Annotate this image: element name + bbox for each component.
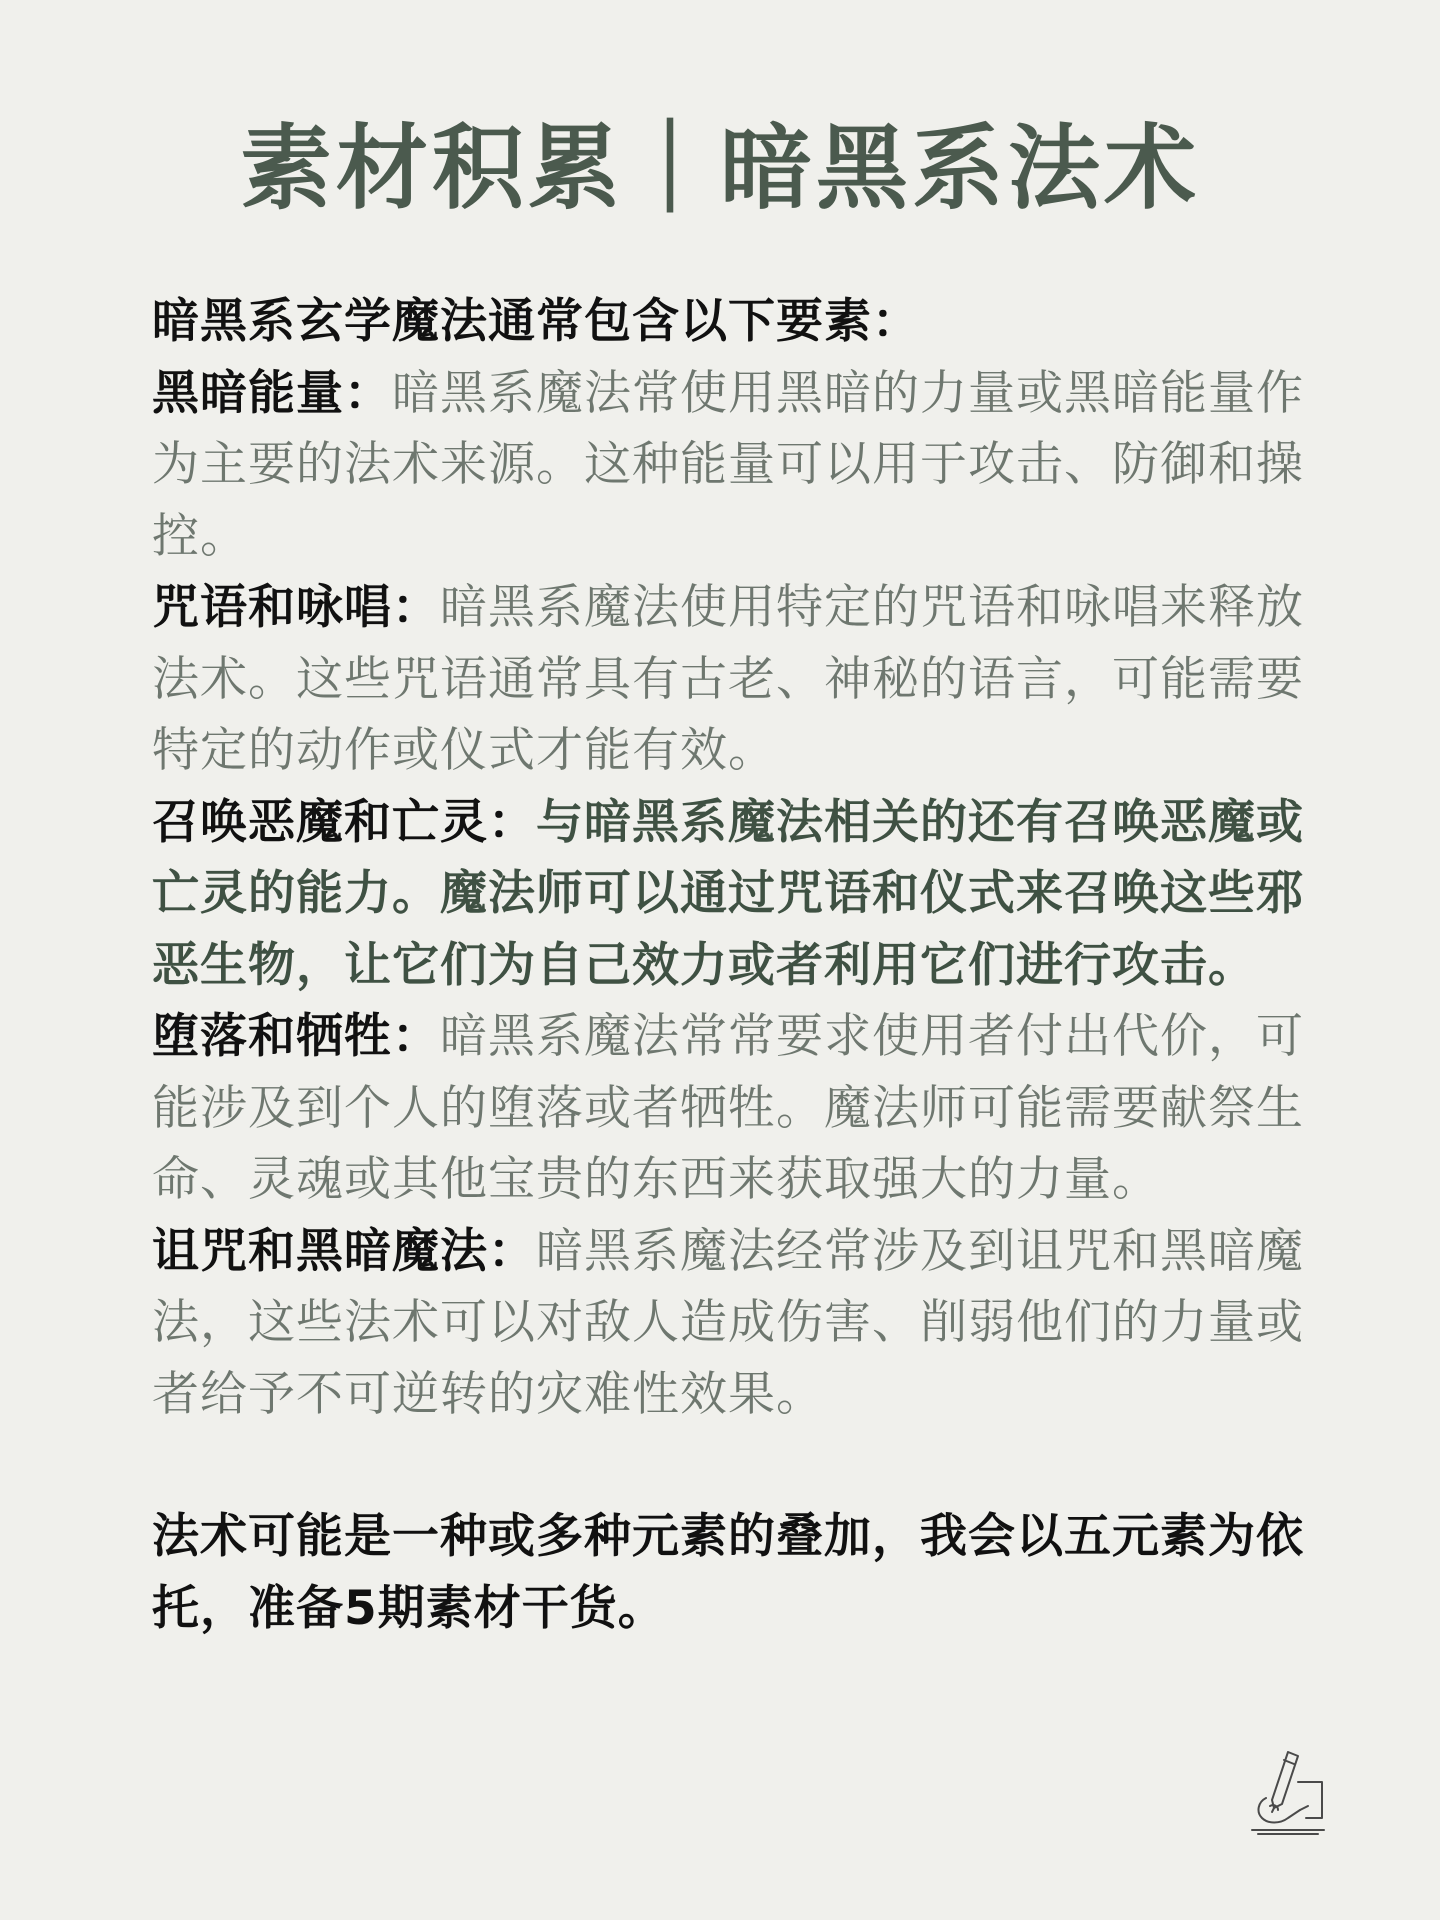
intro-text: 暗黑系玄学魔法通常包含以下要素： [152, 294, 920, 349]
element-item-incantation [152, 572, 1332, 787]
item-text: 暗黑系魔法常常要求使用者付出代价，可能涉及到个人的堕落或者牺牲。魔法师可能需要献祭生命、灵魂或其他宝贵的东西来获取强大的力量。 [152, 1009, 1304, 1207]
element-item-curse [152, 1216, 1332, 1431]
item-label: 堕落和牺牲： [152, 1009, 440, 1064]
item-label: 咒语和咏唱： [152, 580, 440, 635]
spacer [152, 1430, 1332, 1501]
element-item-summoning [152, 787, 1332, 1002]
item-label: 召唤恶魔和亡灵： [152, 794, 536, 850]
element-item-dark-energy [152, 358, 1332, 573]
item-text: 暗黑系魔法经常涉及到诅咒和黑暗魔法，这些法术可以对敌人造成伤害、削弱他们的力量或者给予不可逆转的灾难性效果。 [152, 1223, 1304, 1422]
item-label: 黑暗能量： [152, 365, 392, 421]
article-body [152, 286, 1332, 1644]
pen-writing-icon [1248, 1746, 1328, 1836]
item-label: 诅咒和黑暗魔法： [152, 1223, 536, 1279]
page-title: 素材积累｜暗黑系法术 [239, 114, 1200, 222]
item-text: 与暗黑系魔法相关的还有召唤恶魔或亡灵的能力。魔法师可以通过咒语和仪式来召唤这些邪恶生物，让它们为自己效力或者利用它们进行攻击。 [152, 794, 1304, 993]
item-text: 暗黑系魔法常使用黑暗的力量或黑暗能量作为主要的法术来源。这种能量可以用于攻击、防御和操控。 [152, 365, 1304, 564]
element-item-sacrifice [152, 1001, 1332, 1216]
item-text: 暗黑系魔法使用特定的咒语和咏唱来释放法术。这些咒语通常具有古老、神秘的语言，可能需要特定的动作或仪式才能有效。 [152, 580, 1304, 778]
closing-text: 法术可能是一种或多种元素的叠加，我会以五元素为依托，准备5期素材干货。 [152, 1509, 1304, 1636]
